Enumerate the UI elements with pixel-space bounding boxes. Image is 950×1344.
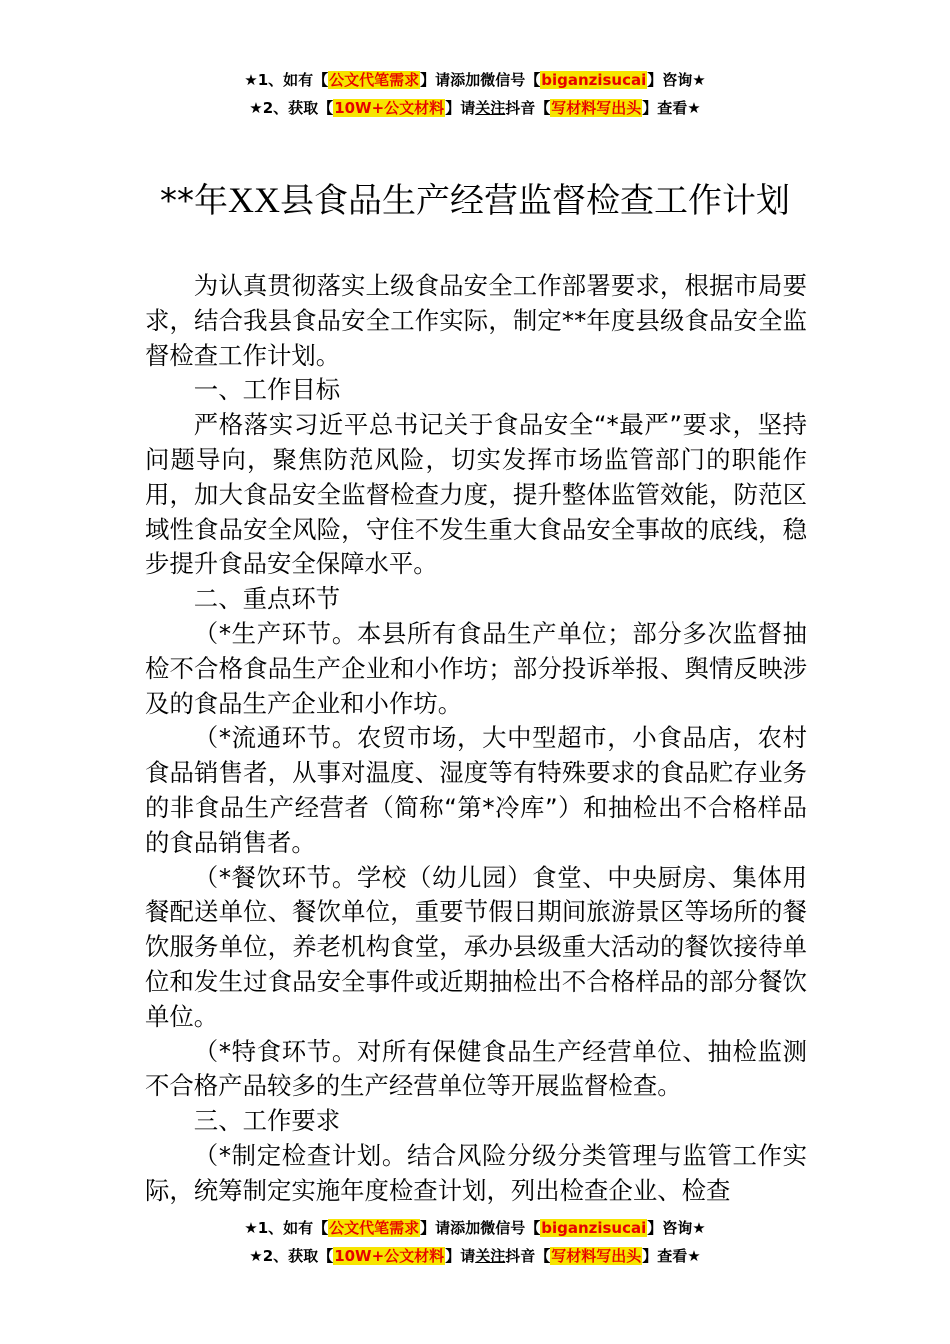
paragraph-catering: （*餐饮环节。学校（幼儿园）食堂、中央厨房、集体用餐配送单位、餐饮单位，重要节假日期间旅游景区等场所的餐饮服务单位，养老机构食堂，承办县级重大活动的餐饮接待单位和发生过食品安全事件或近期抽检出不合格样品的部分餐饮单位。 xyxy=(145,862,807,1031)
paragraph-special-food: （*特食环节。对所有保健食品生产经营单位、抽检监测不合格产品较多的生产经营单位等开展监督检查。 xyxy=(145,1036,807,1101)
footer-highlight-materials: 10W+公文材料 xyxy=(334,1247,445,1265)
document-title: **年XX县食品生产经营监督检查工作计划 xyxy=(160,180,790,221)
paragraph-production: （*生产环节。本县所有食品生产单位；部分多次监督抽检不合格食品生产企业和小作坊；部分投诉举报、舆情反映涉及的食品生产企业和小作坊。 xyxy=(145,618,807,718)
highlight-service: 公文代笔需求 xyxy=(329,71,420,89)
highlight-materials: 10W+公文材料 xyxy=(334,99,445,117)
paragraph-goals: 严格落实习近平总书记关于食品安全“*最严”要求，坚持问题导向，聚焦防范风险，切实发挥市场监管部门的职能作用，加大食品安全监督检查力度，提升整体监管效能，防范区域性食品安全风险，守住不发生重大食品安全事故的底线，稳步提升食品安全保障水平。 xyxy=(145,410,807,579)
footer-banner-line-1: ★1、如有【公文代笔需求】请添加微信号【biganzisucai】咨询★ xyxy=(244,1219,706,1237)
paragraph-requirements: （*制定检查计划。结合风险分级分类管理与监管工作实际，统筹制定实施年度检查计划，列出检查企业、检查 xyxy=(145,1140,807,1205)
paragraph-circulation: （*流通环节。农贸市场，大中型超市，小食品店，农村食品销售者，从事对温度、湿度等有特殊要求的食品贮存业务的非食品生产经营者（简称“第*冷库”）和抽检出不合格样品的食品销售者。 xyxy=(145,723,807,857)
footer-highlight-douyin-account: 写材料写出头 xyxy=(551,1247,642,1265)
header-banner xyxy=(0,66,950,122)
section-heading-1: 一、工作目标 xyxy=(193,375,341,405)
footer-banner xyxy=(0,1214,950,1270)
section-heading-2: 二、重点环节 xyxy=(193,584,341,614)
highlight-wechat-id: biganzisucai xyxy=(541,71,647,89)
highlight-douyin-account: 写材料写出头 xyxy=(551,99,642,117)
section-heading-3: 三、工作要求 xyxy=(193,1106,341,1136)
paragraph-intro: 为认真贯彻落实上级食品安全工作部署要求，根据市局要求，结合我县食品安全工作实际，制定**年度县级食品安全监督检查工作计划。 xyxy=(145,271,807,370)
footer-banner-line-2: ★2、获取【10W+公文材料】请关注抖音【写材料写出头】查看★ xyxy=(249,1247,701,1265)
footer-highlight-service: 公文代笔需求 xyxy=(329,1219,420,1237)
banner-line-2: ★2、获取【10W+公文材料】请关注抖音【写材料写出头】查看★ xyxy=(249,99,701,117)
footer-highlight-wechat-id: biganzisucai xyxy=(541,1219,647,1237)
document-body xyxy=(145,269,807,1209)
banner-line-1: ★1、如有【公文代笔需求】请添加微信号【biganzisucai】咨询★ xyxy=(244,71,706,89)
